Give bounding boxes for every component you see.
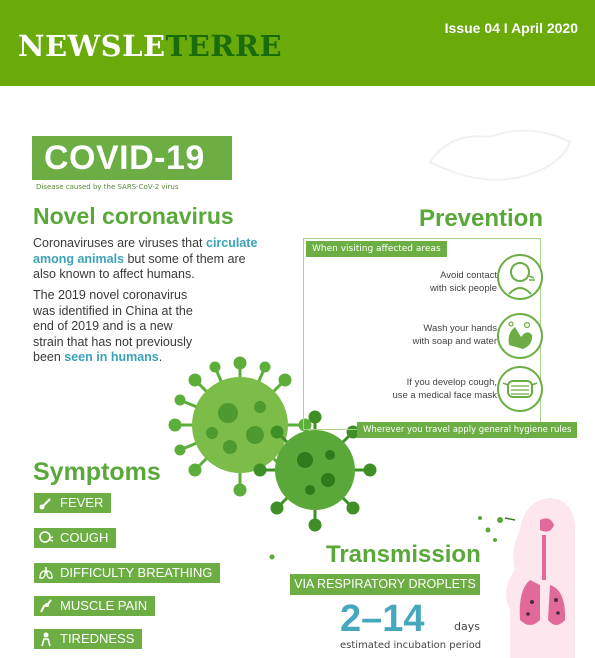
prevention-item-line2: with soap and water — [412, 336, 497, 347]
p2-highlight: seen in humans — [64, 350, 159, 364]
covid-subtitle: Disease caused by the SARS-CoV-2 virus — [36, 183, 179, 191]
prevention-item-line2: with sick people — [429, 283, 497, 294]
symptom-label: TIREDNESS — [60, 631, 135, 646]
prevention-heading: Prevention — [418, 205, 543, 232]
faint-map-graphic — [420, 112, 580, 192]
respiratory-figure-illustration — [470, 490, 580, 658]
covid-title: COVID-19 — [32, 136, 232, 180]
prevention-tab: When visiting affected areas — [306, 241, 447, 257]
thermometer-icon — [38, 495, 54, 511]
p2-text-a: The 2019 novel coronavirus was identified in China at the end of 2019 and is a new strain that has not previously been — [33, 288, 193, 364]
cough-icon — [38, 530, 54, 546]
prevention-item-handwash — [413, 322, 498, 348]
symptom-label: MUSCLE PAIN — [60, 598, 148, 613]
prevention-item-contact — [430, 269, 497, 295]
logo-part2: TERRE — [165, 29, 283, 63]
novel-paragraph-1 — [33, 236, 263, 283]
novel-paragraph-2 — [33, 288, 203, 366]
incubation-days-number: 2–14 — [340, 598, 425, 640]
symptom-label: DIFFICULTY BREATHING — [60, 565, 213, 580]
incubation-days-unit: days — [454, 620, 480, 633]
symptom-label: FEVER — [60, 495, 104, 510]
p1-highlight: circulate among animals — [33, 236, 258, 266]
symptoms-heading: Symptoms — [33, 458, 161, 486]
newsletter-logo[interactable] — [18, 29, 283, 63]
issue-date: Issue 04 I April 2020 — [444, 20, 578, 36]
transmission-method: VIA RESPIRATORY DROPLETS — [290, 574, 480, 595]
symptom-cough — [34, 528, 116, 548]
tired-person-icon — [38, 631, 54, 647]
symptom-muscle-pain — [34, 596, 155, 616]
prevention-item-line1: If you develop cough, — [406, 377, 497, 388]
symptom-tiredness — [34, 629, 142, 649]
droplet-dot-icon — [268, 553, 276, 561]
header-banner — [0, 0, 595, 86]
prevention-item-line2: use a medical face mask — [392, 390, 497, 401]
prevention-footer: Wherever you travel apply general hygiene rules — [357, 422, 577, 438]
symptom-label: COUGH — [60, 530, 109, 545]
p1-text-b: but some of them are also known to affect humans. — [33, 251, 246, 281]
symptom-difficulty-breathing — [34, 563, 220, 583]
face-mask-icon — [497, 366, 543, 412]
incubation-caption: estimated incubation period — [340, 640, 482, 651]
hand-wash-icon — [497, 313, 543, 359]
logo-part1: NEWSLE — [18, 29, 166, 63]
novel-coronavirus-heading: Novel coronavirus — [33, 203, 234, 229]
prevention-item-line1: Avoid contact — [440, 270, 497, 281]
prevention-item-line1: Wash your hands — [423, 323, 497, 334]
transmission-heading: Transmission — [326, 541, 481, 568]
sick-person-icon — [497, 254, 543, 300]
lungs-icon — [38, 565, 54, 581]
prevention-item-mask — [392, 376, 497, 402]
p2-text-b: . — [158, 350, 163, 364]
muscle-icon — [38, 598, 54, 614]
symptom-fever — [34, 493, 111, 513]
p1-text-a: Coronaviruses are viruses that — [33, 236, 206, 250]
